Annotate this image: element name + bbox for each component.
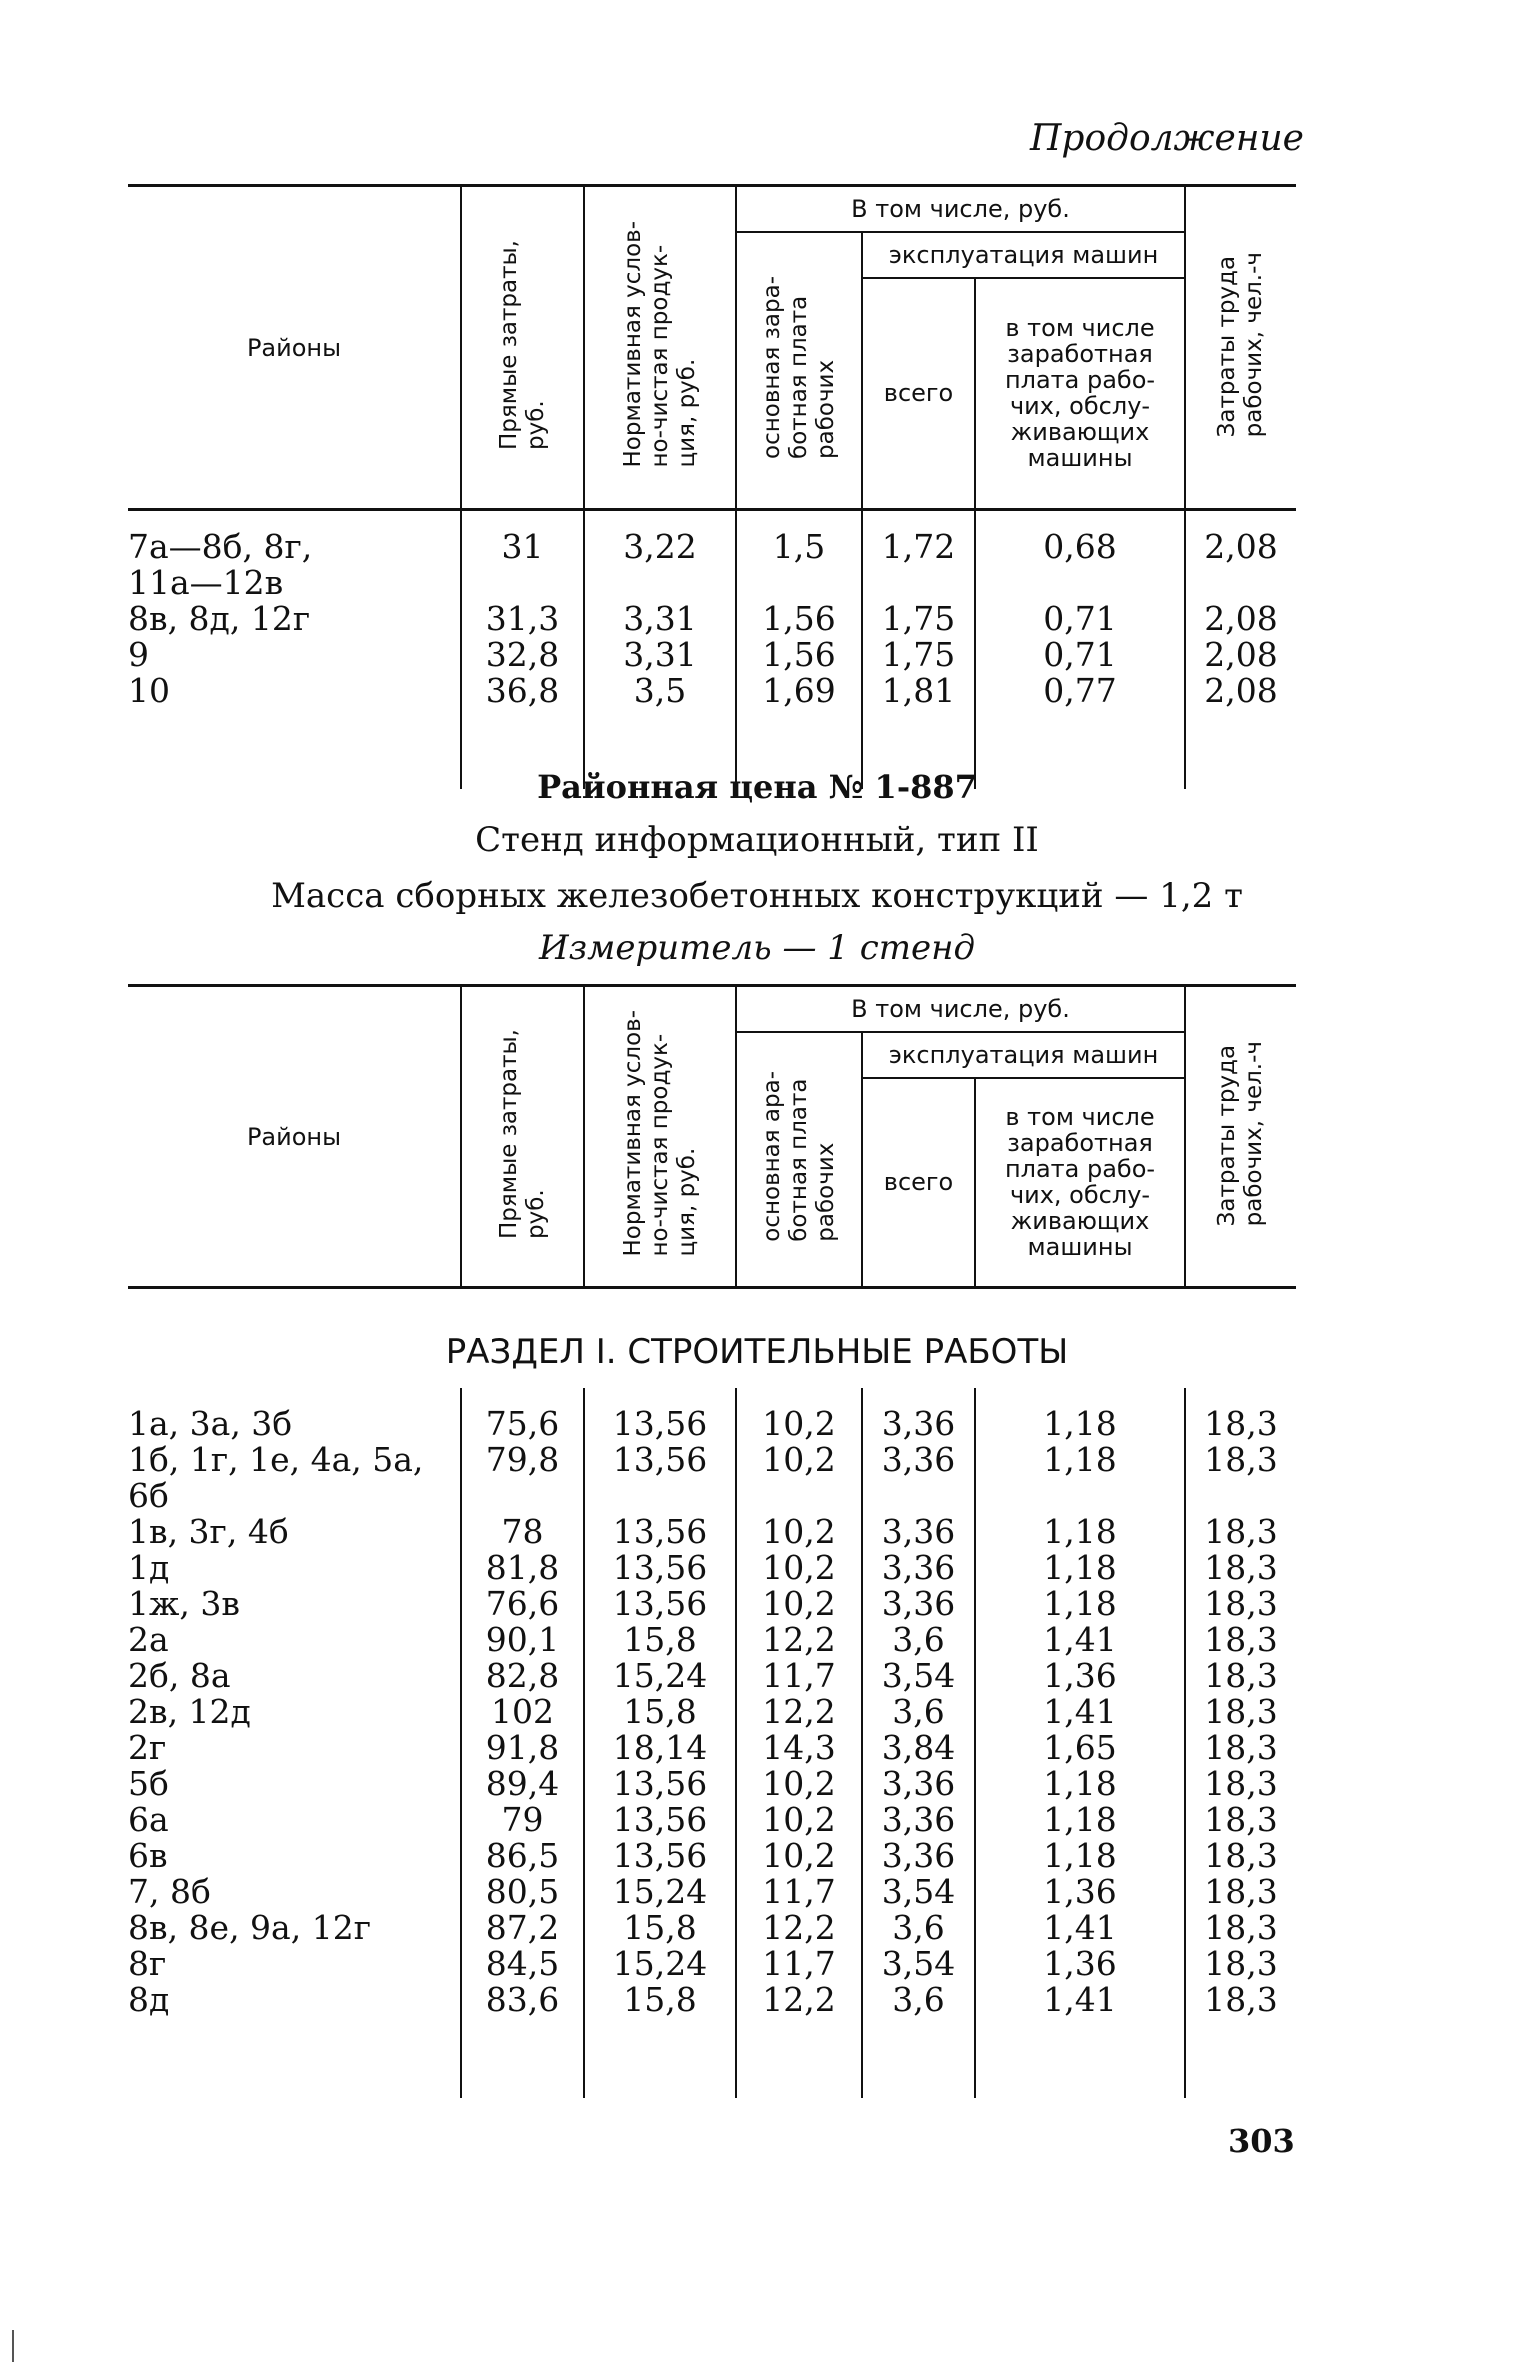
header-total: всего xyxy=(862,278,975,510)
direct-costs-cell: 79,8 xyxy=(461,1442,584,1514)
table-row xyxy=(128,529,1296,601)
labor-cell: 18,3 xyxy=(1185,1766,1296,1802)
machine-wages-cell: 0,77 xyxy=(975,673,1185,709)
machine-total-cell: 1,75 xyxy=(862,601,975,637)
price-table-887 xyxy=(128,984,1296,2098)
machine-total-cell: 3,54 xyxy=(862,1874,975,1910)
wages-cell: 12,2 xyxy=(736,1982,862,2018)
machine-wages-cell: 1,36 xyxy=(975,1946,1185,1982)
region-cell: 8д xyxy=(128,1979,170,2019)
table-row xyxy=(128,1658,1296,1694)
normative-cell: 3,22 xyxy=(584,529,736,601)
labor-cell: 18,3 xyxy=(1185,1910,1296,1946)
machine-wages-cell: 1,18 xyxy=(975,1586,1185,1622)
wages-cell: 10,2 xyxy=(736,1766,862,1802)
region-cell: 2а xyxy=(128,1619,169,1659)
normative-cell: 15,8 xyxy=(584,1694,736,1730)
table-row xyxy=(128,1874,1296,1910)
region-cell: 7а—8б, 8г, 11а—12в xyxy=(128,527,313,602)
wages-cell: 11,7 xyxy=(736,1946,862,1982)
region-cell: 6в xyxy=(128,1835,168,1875)
normative-cell: 13,56 xyxy=(584,1550,736,1586)
direct-costs-cell: 83,6 xyxy=(461,1982,584,2018)
header-total: всего xyxy=(862,1078,975,1288)
labor-cell: 18,3 xyxy=(1185,1730,1296,1766)
labor-cell: 18,3 xyxy=(1185,1694,1296,1730)
machine-wages-cell: 1,18 xyxy=(975,1550,1185,1586)
header-normative-product: Нормативная услов- но-чистая продук- ция, руб. xyxy=(584,986,736,1288)
machine-total-cell: 3,36 xyxy=(862,1406,975,1442)
header-machine-operation: эксплуатация машин xyxy=(862,1032,1185,1078)
region-cell: 1в, 3г, 4б xyxy=(128,1511,289,1551)
table-row xyxy=(128,1442,1296,1514)
header-including: В том числе, руб. xyxy=(736,986,1185,1032)
labor-cell: 18,3 xyxy=(1185,1622,1296,1658)
labor-cell: 18,3 xyxy=(1185,1550,1296,1586)
wages-cell: 10,2 xyxy=(736,1442,862,1514)
table-row xyxy=(128,1514,1296,1550)
normative-cell: 13,56 xyxy=(584,1442,736,1514)
table-row xyxy=(128,1802,1296,1838)
direct-costs-cell: 31,3 xyxy=(461,601,584,637)
header-direct-costs: Прямые затраты, руб. xyxy=(461,186,584,510)
machine-total-cell: 1,72 xyxy=(862,529,975,601)
header-rayony: Районы xyxy=(128,986,461,1288)
direct-costs-cell: 86,5 xyxy=(461,1838,584,1874)
machine-total-cell: 3,36 xyxy=(862,1766,975,1802)
normative-cell: 3,31 xyxy=(584,601,736,637)
price-mass: Масса сборных железобетонных конструкций — 1,2 т xyxy=(271,876,1243,916)
direct-costs-cell: 84,5 xyxy=(461,1946,584,1982)
direct-costs-cell: 75,6 xyxy=(461,1406,584,1442)
machine-total-cell: 3,36 xyxy=(862,1514,975,1550)
header-labor-costs: Затраты труда рабочих, чел.-ч xyxy=(1185,186,1296,510)
table-row xyxy=(128,1766,1296,1802)
direct-costs-cell: 82,8 xyxy=(461,1658,584,1694)
normative-cell: 13,56 xyxy=(584,1514,736,1550)
header-machine-wages: в том числе заработная плата рабо- чих, обслу- живающих машины xyxy=(975,278,1185,510)
machine-total-cell: 3,6 xyxy=(862,1694,975,1730)
header-base-wages: основная ара- ботная плата рабочих xyxy=(736,1032,862,1288)
header-normative-product: Нормативная услов- но-чистая продук- ция, руб. xyxy=(584,186,736,510)
machine-wages-cell: 1,41 xyxy=(975,1694,1185,1730)
labor-cell: 18,3 xyxy=(1185,1802,1296,1838)
region-cell: 8в, 8д, 12г xyxy=(128,599,311,638)
labor-cell: 18,3 xyxy=(1185,1946,1296,1982)
normative-cell: 13,56 xyxy=(584,1838,736,1874)
table-row xyxy=(128,1982,1296,2018)
machine-wages-cell: 1,41 xyxy=(975,1910,1185,1946)
labor-cell: 2,08 xyxy=(1185,673,1296,709)
header-including: В том числе, руб. xyxy=(736,186,1185,232)
continuation-label: Продолжение xyxy=(1030,118,1304,159)
normative-cell: 15,24 xyxy=(584,1658,736,1694)
table-row xyxy=(128,637,1296,673)
normative-cell: 3,5 xyxy=(584,673,736,709)
direct-costs-cell: 76,6 xyxy=(461,1586,584,1622)
table-row xyxy=(128,1586,1296,1622)
machine-total-cell: 3,6 xyxy=(862,1622,975,1658)
labor-cell: 2,08 xyxy=(1185,529,1296,601)
header-base-wages: основная зара- ботная плата рабочих xyxy=(736,232,862,510)
labor-cell: 2,08 xyxy=(1185,601,1296,637)
wages-cell: 1,69 xyxy=(736,673,862,709)
labor-cell: 18,3 xyxy=(1185,1406,1296,1442)
direct-costs-cell: 91,8 xyxy=(461,1730,584,1766)
page-number: 303 xyxy=(1228,2122,1295,2160)
machine-wages-cell: 1,41 xyxy=(975,1982,1185,2018)
table-row xyxy=(128,1622,1296,1658)
machine-wages-cell: 1,36 xyxy=(975,1658,1185,1694)
direct-costs-cell: 89,4 xyxy=(461,1766,584,1802)
normative-cell: 15,8 xyxy=(584,1910,736,1946)
machine-wages-cell: 1,36 xyxy=(975,1874,1185,1910)
table-row xyxy=(128,601,1296,637)
labor-cell: 18,3 xyxy=(1185,1442,1296,1514)
section-heading: РАЗДЕЛ I. СТРОИТЕЛЬНЫЕ РАБОТЫ xyxy=(445,1332,1069,1372)
wages-cell: 11,7 xyxy=(736,1658,862,1694)
table-row xyxy=(128,1946,1296,1982)
header-machine-wages: в том числе заработная плата рабо- чих, обслу- живающих машины xyxy=(975,1078,1185,1288)
direct-costs-cell: 78 xyxy=(461,1514,584,1550)
labor-cell: 18,3 xyxy=(1185,1838,1296,1874)
machine-wages-cell: 0,68 xyxy=(975,529,1185,601)
region-cell: 10 xyxy=(128,671,170,710)
table-row xyxy=(128,1838,1296,1874)
machine-total-cell: 3,54 xyxy=(862,1658,975,1694)
region-cell: 2г xyxy=(128,1727,167,1767)
header-labor-costs: Затраты труда рабочих, чел.-ч xyxy=(1185,986,1296,1288)
price-subtitle: Стенд информационный, тип II xyxy=(475,820,1039,860)
table-row xyxy=(128,1910,1296,1946)
direct-costs-cell: 32,8 xyxy=(461,637,584,673)
wages-cell: 1,5 xyxy=(736,529,862,601)
table-row xyxy=(128,1694,1296,1730)
edge-mark xyxy=(12,2330,14,2362)
direct-costs-cell: 87,2 xyxy=(461,1910,584,1946)
price-table-continued xyxy=(128,184,1296,789)
normative-cell: 13,56 xyxy=(584,1586,736,1622)
labor-cell: 18,3 xyxy=(1185,1514,1296,1550)
table-row xyxy=(128,673,1296,709)
region-cell: 5б xyxy=(128,1763,169,1803)
direct-costs-cell: 79 xyxy=(461,1802,584,1838)
machine-total-cell: 3,36 xyxy=(862,1586,975,1622)
normative-cell: 13,56 xyxy=(584,1406,736,1442)
direct-costs-cell: 90,1 xyxy=(461,1622,584,1658)
price-measure: Измеритель — 1 стенд xyxy=(538,928,976,968)
region-cell: 1б, 1г, 1е, 4а, 5а, 6б xyxy=(128,1439,424,1515)
wages-cell: 10,2 xyxy=(736,1514,862,1550)
normative-cell: 3,31 xyxy=(584,637,736,673)
region-cell: 2в, 12д xyxy=(128,1691,251,1731)
region-cell: 6а xyxy=(128,1799,169,1839)
normative-cell: 15,24 xyxy=(584,1946,736,1982)
table-row xyxy=(128,1730,1296,1766)
normative-cell: 18,14 xyxy=(584,1730,736,1766)
machine-wages-cell: 1,41 xyxy=(975,1622,1185,1658)
wages-cell: 11,7 xyxy=(736,1874,862,1910)
machine-total-cell: 3,36 xyxy=(862,1550,975,1586)
region-cell: 1д xyxy=(128,1547,170,1587)
region-cell: 2б, 8а xyxy=(128,1655,231,1695)
machine-total-cell: 3,6 xyxy=(862,1910,975,1946)
region-cell: 8г xyxy=(128,1943,167,1983)
labor-cell: 2,08 xyxy=(1185,637,1296,673)
labor-cell: 18,3 xyxy=(1185,1658,1296,1694)
table-row xyxy=(128,1550,1296,1586)
normative-cell: 15,24 xyxy=(584,1874,736,1910)
region-cell: 1а, 3а, 3б xyxy=(128,1403,293,1443)
labor-cell: 18,3 xyxy=(1185,1874,1296,1910)
labor-cell: 18,3 xyxy=(1185,1586,1296,1622)
direct-costs-cell: 102 xyxy=(461,1694,584,1730)
machine-wages-cell: 1,18 xyxy=(975,1802,1185,1838)
direct-costs-cell: 36,8 xyxy=(461,673,584,709)
region-cell: 7, 8б xyxy=(128,1871,211,1911)
machine-total-cell: 3,84 xyxy=(862,1730,975,1766)
wages-cell: 10,2 xyxy=(736,1406,862,1442)
wages-cell: 1,56 xyxy=(736,601,862,637)
machine-total-cell: 3,6 xyxy=(862,1982,975,2018)
direct-costs-cell: 81,8 xyxy=(461,1550,584,1586)
header-direct-costs: Прямые затраты, руб. xyxy=(461,986,584,1288)
price-title: Районная цена № 1-887 xyxy=(537,768,977,806)
region-cell: 9 xyxy=(128,635,149,674)
direct-costs-cell: 31 xyxy=(461,529,584,601)
table-row xyxy=(128,1406,1296,1442)
wages-cell: 1,56 xyxy=(736,637,862,673)
wages-cell: 14,3 xyxy=(736,1730,862,1766)
machine-wages-cell: 1,65 xyxy=(975,1730,1185,1766)
wages-cell: 12,2 xyxy=(736,1694,862,1730)
header-rayony: Районы xyxy=(128,186,461,510)
wages-cell: 10,2 xyxy=(736,1838,862,1874)
machine-total-cell: 3,54 xyxy=(862,1946,975,1982)
wages-cell: 10,2 xyxy=(736,1550,862,1586)
machine-total-cell: 3,36 xyxy=(862,1838,975,1874)
normative-cell: 13,56 xyxy=(584,1802,736,1838)
machine-wages-cell: 0,71 xyxy=(975,637,1185,673)
normative-cell: 13,56 xyxy=(584,1766,736,1802)
machine-wages-cell: 1,18 xyxy=(975,1838,1185,1874)
normative-cell: 15,8 xyxy=(584,1982,736,2018)
wages-cell: 12,2 xyxy=(736,1622,862,1658)
machine-wages-cell: 0,71 xyxy=(975,601,1185,637)
region-cell: 1ж, 3в xyxy=(128,1583,240,1623)
wages-cell: 10,2 xyxy=(736,1586,862,1622)
wages-cell: 12,2 xyxy=(736,1910,862,1946)
machine-total-cell: 3,36 xyxy=(862,1442,975,1514)
machine-total-cell: 3,36 xyxy=(862,1802,975,1838)
machine-wages-cell: 1,18 xyxy=(975,1442,1185,1514)
labor-cell: 18,3 xyxy=(1185,1982,1296,2018)
direct-costs-cell: 80,5 xyxy=(461,1874,584,1910)
machine-wages-cell: 1,18 xyxy=(975,1766,1185,1802)
machine-total-cell: 1,81 xyxy=(862,673,975,709)
machine-total-cell: 1,75 xyxy=(862,637,975,673)
normative-cell: 15,8 xyxy=(584,1622,736,1658)
wages-cell: 10,2 xyxy=(736,1802,862,1838)
region-cell: 8в, 8е, 9а, 12г xyxy=(128,1907,371,1947)
machine-wages-cell: 1,18 xyxy=(975,1406,1185,1442)
machine-wages-cell: 1,18 xyxy=(975,1514,1185,1550)
header-machine-operation: эксплуатация машин xyxy=(862,232,1185,278)
